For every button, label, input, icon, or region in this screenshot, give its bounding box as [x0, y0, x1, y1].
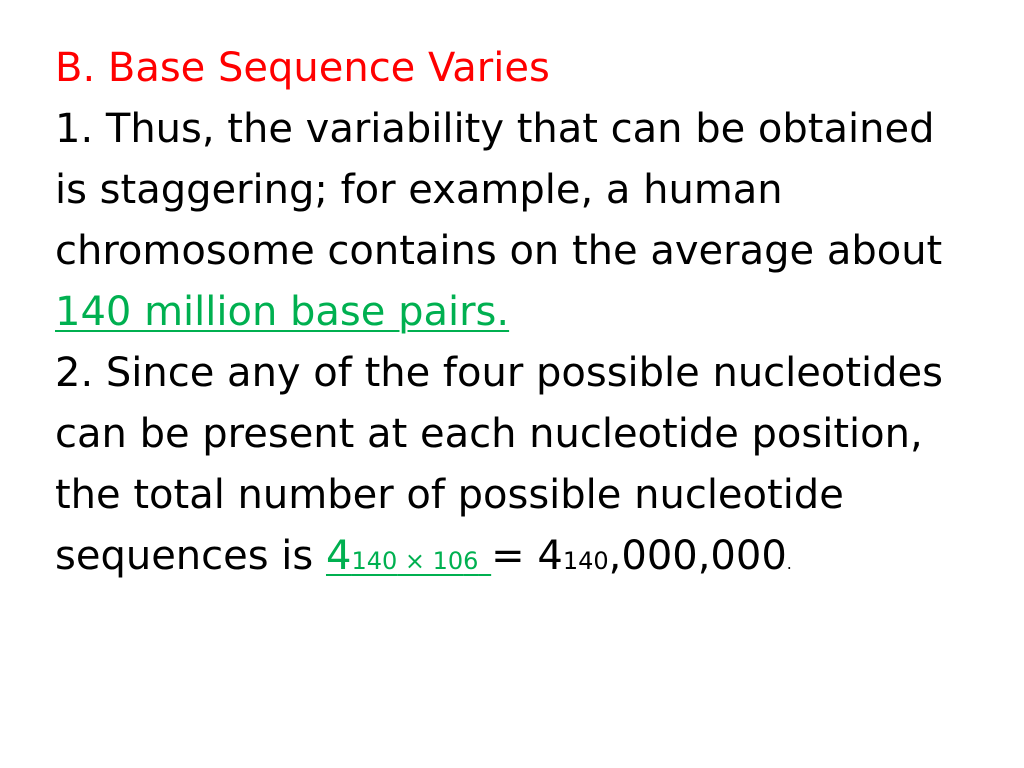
formula-line [55, 526, 1005, 594]
paragraph-line-3: chromosome contains on the average about [55, 228, 943, 274]
formula-result-tail: ,000,000 [608, 533, 787, 579]
formula-base: 4 [325, 533, 352, 579]
paragraph-line-1: 1. Thus, the variability that can be obtained [55, 106, 935, 152]
slide-content [55, 38, 1005, 594]
formula-prefix: sequences is [55, 533, 326, 579]
formula-exponent-2: 6 [463, 547, 479, 575]
paragraph-line-6: the total number of possible nucleotide [55, 472, 844, 518]
formula-exponent-1: 140 [351, 547, 398, 575]
paragraph-line-2: is staggering; for example, a human [55, 167, 783, 213]
highlight-line [55, 282, 1005, 343]
formula-times-ten: × 10 [397, 547, 464, 575]
formula-result-exponent: 140 [562, 547, 609, 575]
paragraph-line-4: 2. Since any of the four possible nucleotides [55, 350, 944, 396]
formula-green-space [478, 533, 491, 579]
formula-period: . [786, 554, 792, 573]
formula-green [326, 533, 491, 579]
formula-equals: = 4 [491, 533, 563, 579]
base-pairs-highlight: 140 million base pairs. [55, 289, 510, 335]
paragraph-line-5: can be present at each nucleotide position, [55, 411, 923, 457]
slide-heading: B. Base Sequence Varies [55, 45, 550, 91]
